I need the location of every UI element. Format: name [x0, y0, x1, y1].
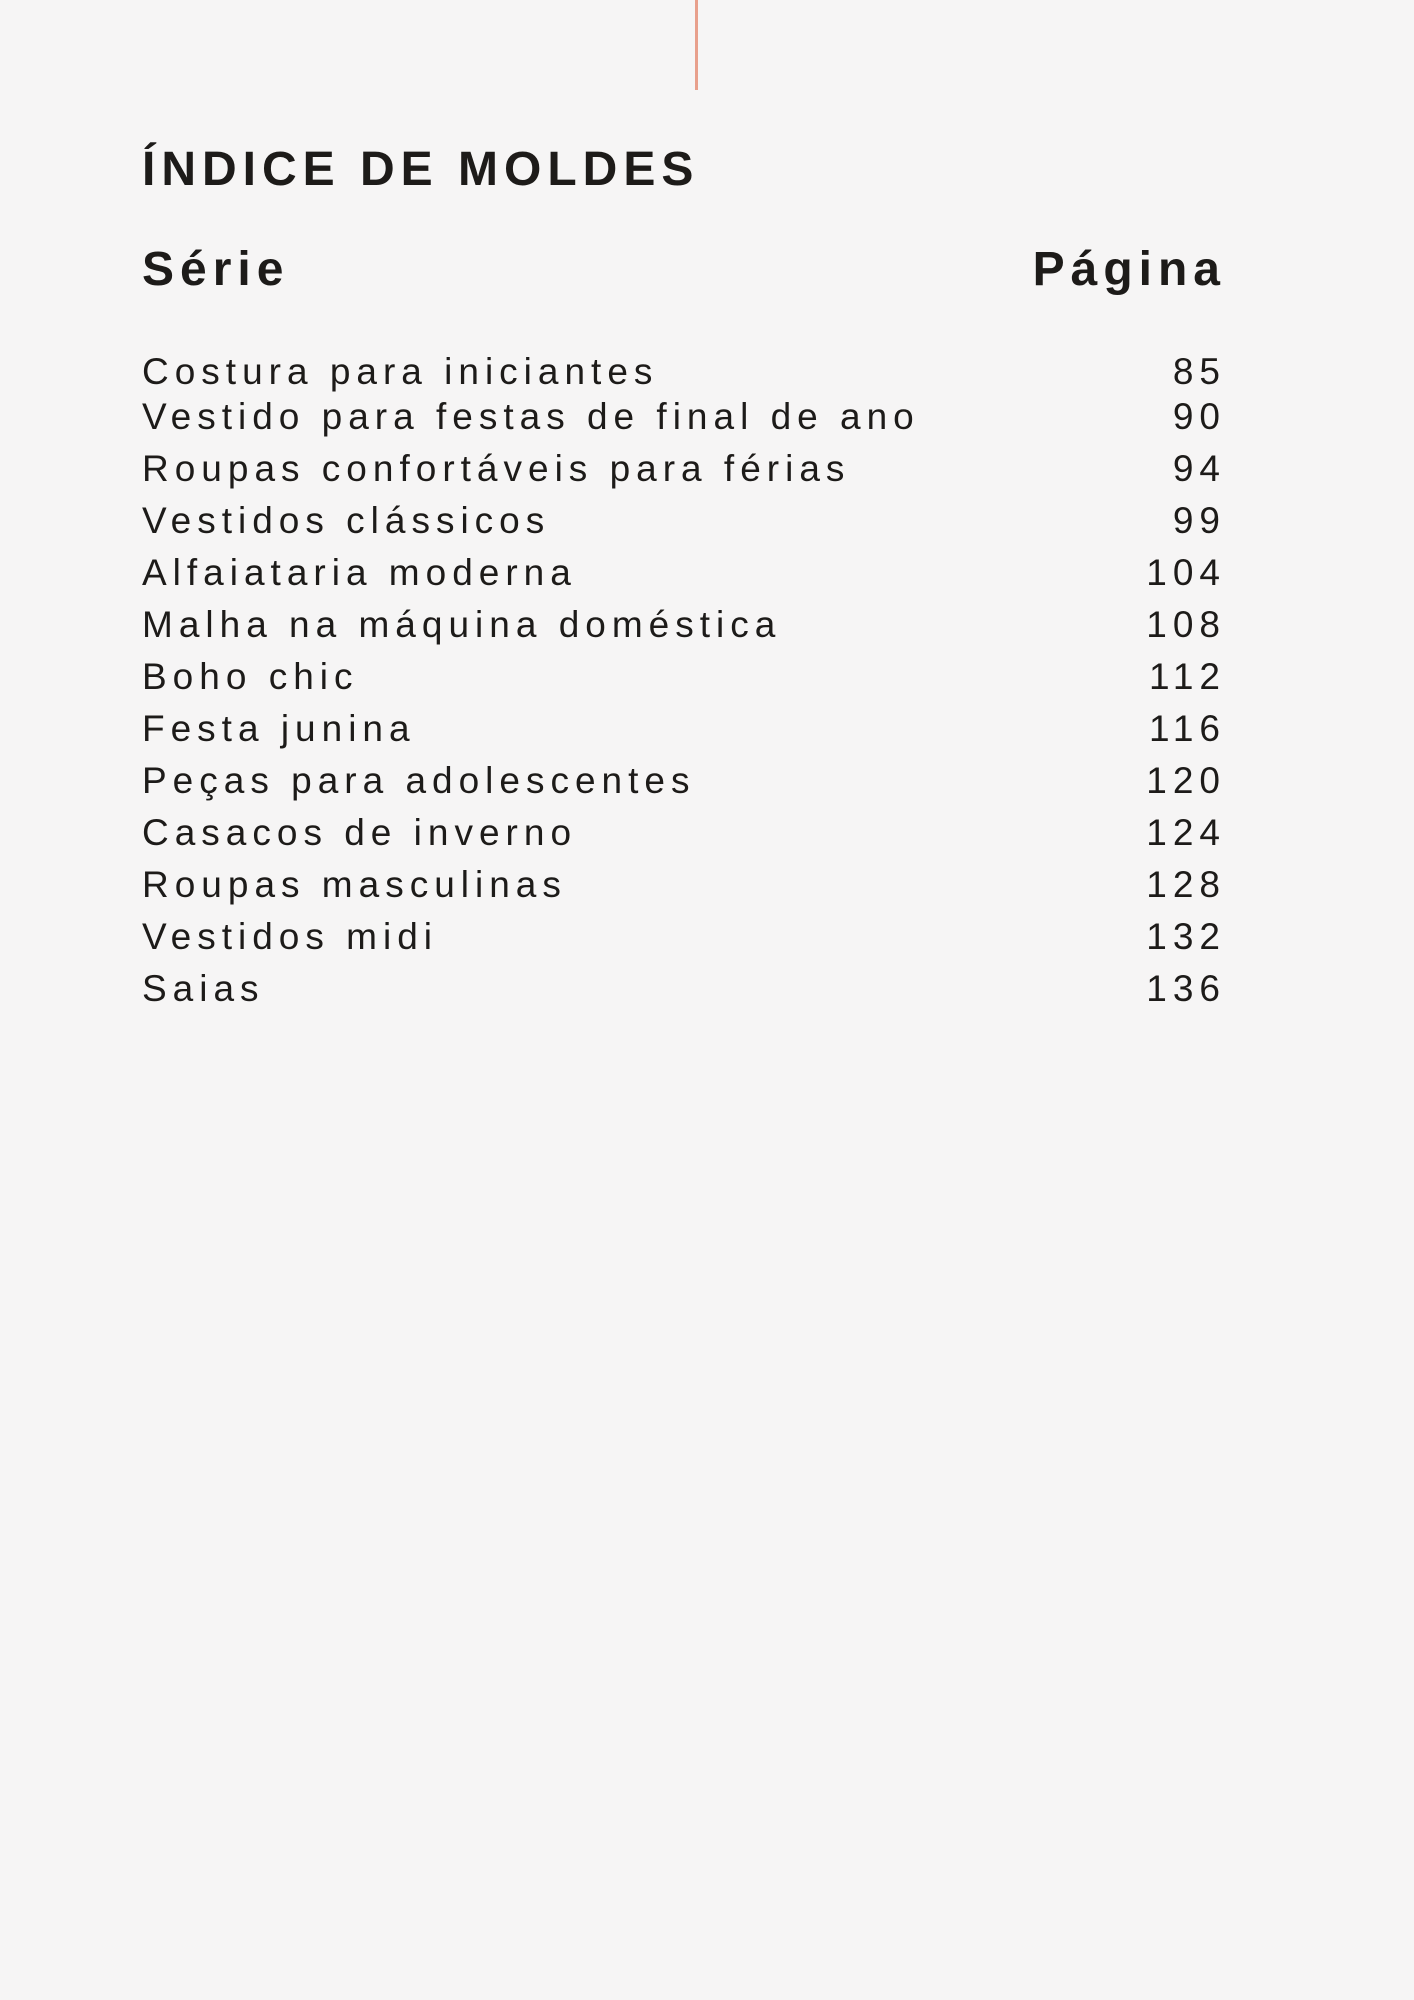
index-row — [142, 603, 1226, 655]
index-row — [142, 499, 1226, 551]
series-name: Saias — [142, 968, 265, 1009]
series-name: Vestidos clássicos — [142, 500, 551, 541]
series-name: Costura para iniciantes — [142, 351, 659, 392]
page-number: 124 — [1146, 812, 1226, 853]
index-row — [142, 967, 1226, 1019]
series-name: Roupas confortáveis para férias — [142, 448, 851, 489]
index-row — [142, 395, 1226, 447]
page-number: 128 — [1146, 864, 1226, 905]
page-number: 99 — [1172, 500, 1226, 541]
series-name: Boho chic — [142, 656, 359, 697]
page-title: ÍNDICE DE MOLDES — [142, 143, 700, 196]
page-number: 85 — [1172, 351, 1226, 392]
page-number: 90 — [1172, 396, 1226, 437]
series-name: Festa junina — [142, 708, 416, 749]
index-row — [142, 915, 1226, 967]
index-list — [142, 350, 1226, 1019]
index-row — [142, 350, 1226, 395]
index-row — [142, 655, 1226, 707]
page-number: 104 — [1146, 552, 1226, 593]
series-name: Casacos de inverno — [142, 812, 578, 853]
series-name: Peças para adolescentes — [142, 760, 696, 801]
index-row — [142, 811, 1226, 863]
page-number: 112 — [1149, 656, 1226, 697]
index-row — [142, 447, 1226, 499]
index-row — [142, 863, 1226, 915]
page-number: 120 — [1146, 760, 1226, 801]
page-number: 136 — [1146, 968, 1226, 1009]
page-number: 116 — [1149, 708, 1226, 749]
page-number: 108 — [1146, 604, 1226, 645]
index-header — [142, 240, 1226, 300]
series-name: Vestidos midi — [142, 916, 438, 957]
accent-divider — [695, 0, 698, 90]
index-row — [142, 707, 1226, 759]
index-row — [142, 759, 1226, 811]
series-name: Vestido para festas de final de ano — [142, 396, 920, 437]
series-name: Malha na máquina doméstica — [142, 604, 782, 645]
page-column-header: Página — [1032, 243, 1226, 296]
series-column-header: Série — [142, 243, 290, 296]
series-name: Alfaiataria moderna — [142, 552, 577, 593]
page-number: 94 — [1172, 448, 1226, 489]
index-row — [142, 551, 1226, 603]
series-name: Roupas masculinas — [142, 864, 567, 905]
page-number: 132 — [1146, 916, 1226, 957]
